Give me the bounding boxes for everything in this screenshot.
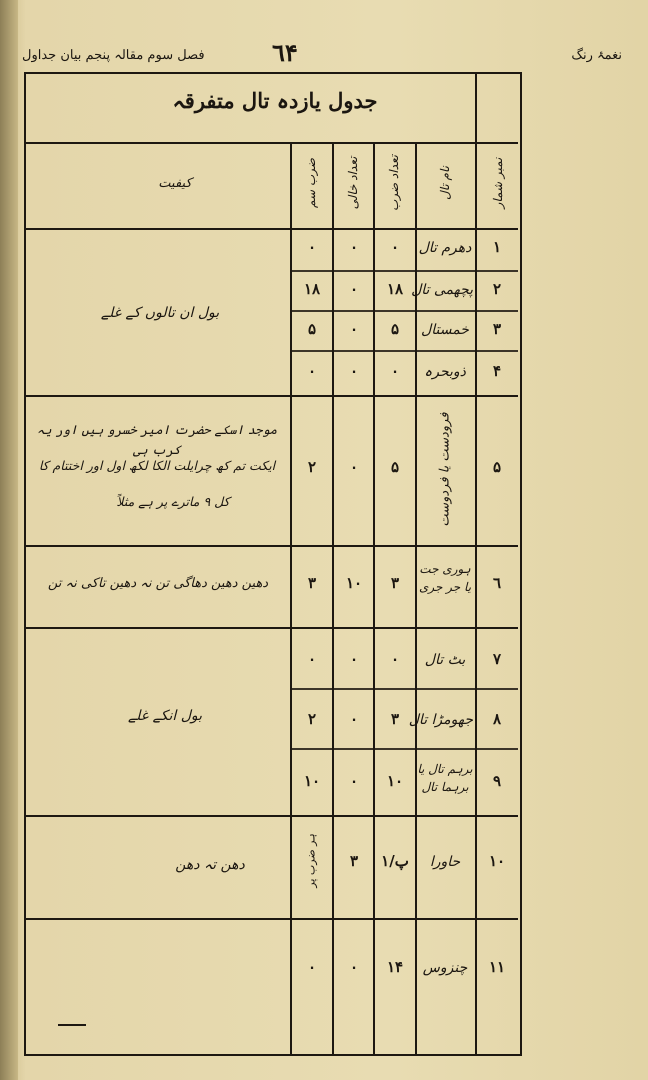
khali-cell: ۱۰ — [345, 574, 363, 592]
khali-column-rule — [332, 142, 334, 1054]
beats-header: تعداد ضرب — [387, 154, 401, 212]
serial-cell: ۵ — [492, 458, 502, 476]
serial-cell: ۴ — [492, 362, 502, 380]
tal-name-cell: برہم تال یا برہما تال — [417, 762, 473, 794]
row-rule — [290, 350, 518, 352]
remarks-header: کیفیت — [158, 176, 192, 191]
serial-cell: ۸ — [492, 710, 502, 728]
serial-cell: ٦ — [492, 574, 502, 592]
serial-cell: ۱۱ — [488, 958, 506, 976]
khali-cell: ۰ — [349, 320, 359, 338]
serial-column-rule — [475, 72, 477, 1054]
serial-cell: ۲ — [492, 280, 502, 298]
serial-cell: ۳ — [492, 320, 502, 338]
sam-cell: ۲ — [307, 458, 317, 476]
khali-cell: ۰ — [349, 458, 359, 476]
book-binding — [0, 0, 18, 1080]
sam-cell: ۰ — [307, 650, 317, 668]
remark-row-6: دھین دھین دھاگی تن نہ دھین تاکی نہ تن — [47, 576, 269, 591]
ink-mark — [58, 1024, 86, 1026]
row-rule — [290, 748, 518, 750]
chapter-heading: فصل سوم مقالہ پنجم بیان جداول — [22, 48, 205, 63]
sam-header: ضرب سم — [304, 158, 318, 208]
row-rule — [290, 270, 518, 272]
header-rule — [24, 228, 518, 230]
khali-cell: ۰ — [349, 772, 359, 790]
khali-cell: ۰ — [349, 958, 359, 976]
khali-cell: ۰ — [349, 238, 359, 256]
sam-cell: ہر ضرب پر — [304, 833, 318, 888]
book-title: نغمۂ رنگ — [571, 48, 622, 63]
tal-name-cell: خمستال — [421, 322, 469, 338]
sam-cell: ۰ — [307, 362, 317, 380]
remark-row-5-line-2: ایکت تم کھ چرایلت الکا لکھ اول اور اختتام کا — [38, 458, 276, 473]
serial-cell: ۱ — [492, 238, 502, 256]
tal-name-cell: پچھمی تال — [411, 282, 473, 298]
remark-row-10: دھن تہ دھن — [175, 857, 245, 873]
page-number: ٦۴ — [272, 38, 298, 67]
serial-header: نمبر شمار — [491, 157, 505, 209]
name-header: نام تال — [438, 166, 452, 200]
beats-cell: ۰ — [390, 362, 400, 380]
beats-cell: ۳ — [390, 574, 400, 592]
beats-cell: ۱۰ — [386, 772, 404, 790]
beats-cell: ۱۸ — [386, 280, 404, 298]
beats-cell: ۵ — [390, 458, 400, 476]
remarks-group-2: بول انکے غلے — [127, 708, 203, 724]
sam-cell: ۱۸ — [303, 280, 321, 298]
tal-name-cell: ہوری جت یا جر جری — [418, 562, 472, 594]
remarks-group-1: بول ان تالوں کے غلے — [100, 305, 220, 321]
tal-name-cell: فرودست یا فردوست — [437, 412, 453, 527]
khali-cell: ۳ — [349, 852, 359, 870]
serial-cell: ۷ — [492, 650, 502, 668]
name-column-rule — [415, 142, 417, 1054]
sam-cell: ۲ — [307, 710, 317, 728]
row-rule — [24, 627, 518, 629]
row-rule — [290, 688, 518, 690]
beats-cell: ۰ — [390, 238, 400, 256]
beats-cell: ۱۴ — [386, 958, 404, 976]
khali-cell: ۰ — [349, 362, 359, 380]
row-rule — [24, 918, 518, 920]
tal-name-cell: ذوبحرہ — [424, 364, 466, 380]
tal-name-cell: بٹ تال — [424, 652, 466, 668]
table-title: جدول یازدہ تال متفرقہ — [172, 88, 378, 113]
remark-row-5-line-3: کل ۹ ماترے پر ہے مثلاً — [116, 494, 230, 509]
tal-name-cell: جھومڑا تال — [408, 712, 473, 728]
row-rule — [290, 310, 518, 312]
tal-name-cell: حاورا — [429, 854, 461, 870]
row-rule — [24, 395, 518, 397]
khali-header: تعداد خالی — [346, 156, 360, 210]
tal-name-cell: چنزوس — [422, 960, 468, 976]
beats-cell: ۳ — [390, 710, 400, 728]
khali-cell: ۰ — [349, 280, 359, 298]
sam-cell: ۰ — [307, 238, 317, 256]
serial-cell: ۹ — [492, 772, 502, 790]
beats-column-rule — [373, 142, 375, 1054]
remark-row-5-line-1: موجد اسکے حضرت امیر خسرو ہیں اور یہ کرب ہی — [36, 422, 278, 457]
sam-cell: ۵ — [307, 320, 317, 338]
beats-cell: ۵ — [390, 320, 400, 338]
beats-cell: پ/۱ — [381, 852, 409, 870]
page-header — [22, 38, 622, 72]
sam-cell: ۱۰ — [303, 772, 321, 790]
row-rule — [24, 545, 518, 547]
serial-cell: ۱۰ — [488, 852, 506, 870]
tal-name-cell: دھرم تال — [418, 240, 472, 256]
khali-cell: ۰ — [349, 710, 359, 728]
sam-cell: ۰ — [307, 958, 317, 976]
row-rule — [24, 815, 518, 817]
sam-column-rule — [290, 142, 292, 1054]
beats-cell: ۰ — [390, 650, 400, 668]
sam-cell: ۳ — [307, 574, 317, 592]
khali-cell: ۰ — [349, 650, 359, 668]
